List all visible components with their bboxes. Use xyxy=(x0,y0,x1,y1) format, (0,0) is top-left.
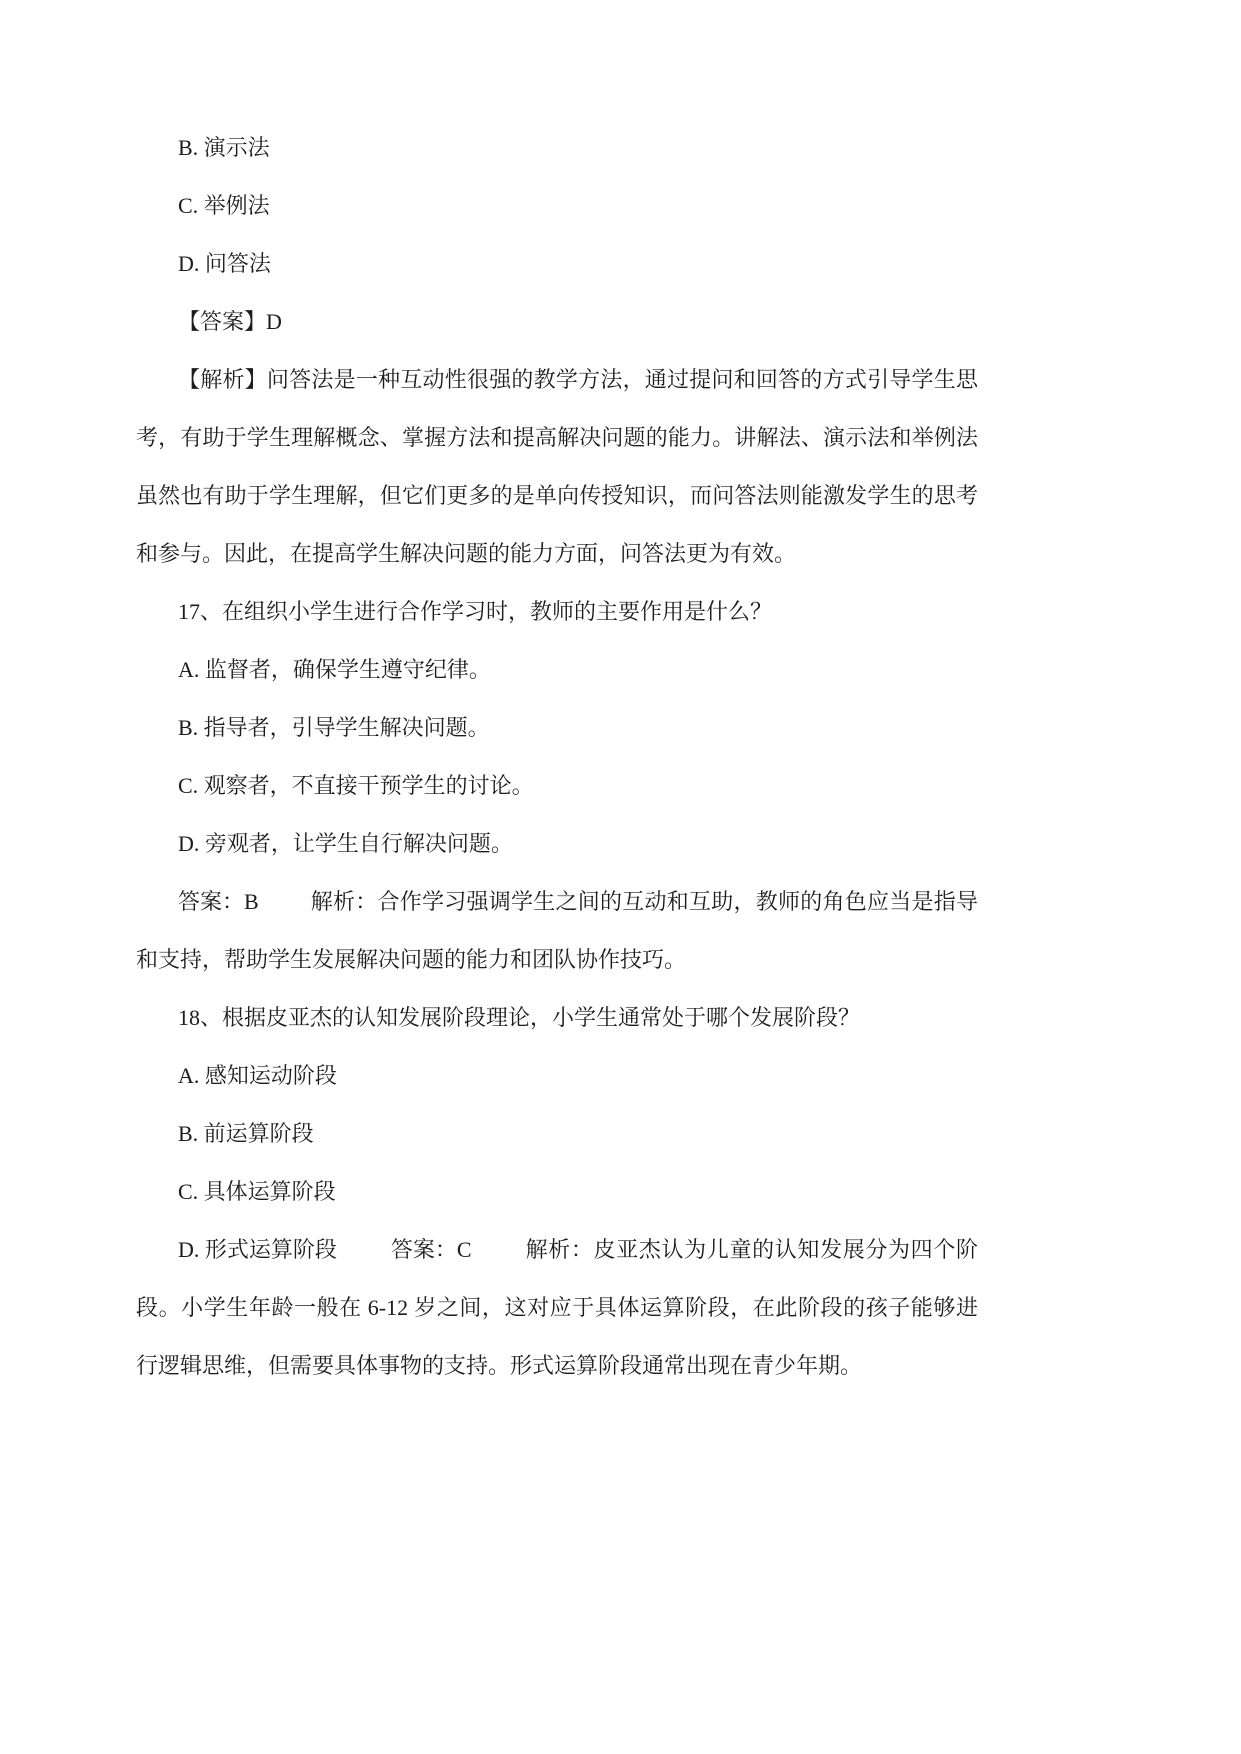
q18-analysis-line: 段。小学生年龄一般在 6-12 岁之间，这对应于具体运算阶段，在此阶段的孩子能够进 xyxy=(136,1295,978,1320)
q18-answer: 答案：C xyxy=(390,1237,472,1262)
q16-option-d: D. 问答法 xyxy=(178,251,271,276)
q18-option-d: D. 形式运算阶段 xyxy=(178,1237,337,1262)
q16-analysis-line: 和参与。因此，在提高学生解决问题的能力方面，问答法更为有效。 xyxy=(136,541,797,566)
q17-option-d: D. 旁观者，让学生自行解决问题。 xyxy=(178,831,513,856)
q16-option-c: C. 举例法 xyxy=(178,193,270,218)
q18-question: 18、根据皮亚杰的认知发展阶段理论，小学生通常处于哪个发展阶段？ xyxy=(178,1005,861,1030)
q17-analysis-line: 和支持，帮助学生发展解决问题的能力和团队协作技巧。 xyxy=(136,947,687,972)
q17-question: 17、在组织小学生进行合作学习时，教师的主要作用是什么？ xyxy=(178,599,773,624)
q18-answer-row xyxy=(136,1221,978,1279)
q17-answer-row xyxy=(136,873,978,931)
q18-option-b: B. 前运算阶段 xyxy=(178,1121,314,1146)
q16-option-b: B. 演示法 xyxy=(178,135,270,160)
q17-option-a: A. 监督者，确保学生遵守纪律。 xyxy=(178,657,491,682)
q16-analysis-line: 虽然也有助于学生理解，但它们更多的是单向传授知识，而问答法则能激发学生的思考 xyxy=(136,483,978,508)
q18-analysis-line: 行逻辑思维，但需要具体事物的支持。形式运算阶段通常出现在青少年期。 xyxy=(136,1353,863,1378)
q16-analysis-line: 考，有助于学生理解概念、掌握方法和提高解决问题的能力。讲解法、演示法和举例法 xyxy=(136,425,978,450)
q16-answer: 【答案】D xyxy=(178,309,282,334)
q18-option-c: C. 具体运算阶段 xyxy=(178,1179,336,1204)
q17-option-b: B. 指导者，引导学生解决问题。 xyxy=(178,715,490,740)
q18-option-a: A. 感知运动阶段 xyxy=(178,1063,337,1088)
q17-analysis-line: 解析：合作学习强调学生之间的互动和互助，教师的角色应当是指导 xyxy=(310,889,978,914)
document-page xyxy=(136,119,978,1395)
q17-option-c: C. 观察者，不直接干预学生的讨论。 xyxy=(178,773,534,798)
q18-analysis-line: 解析：皮亚杰认为儿童的认知发展分为四个阶 xyxy=(525,1237,978,1262)
q16-analysis-line: 【解析】问答法是一种互动性很强的教学方法，通过提问和回答的方式引导学生思 xyxy=(178,367,978,392)
q17-answer: 答案：B xyxy=(178,889,259,914)
